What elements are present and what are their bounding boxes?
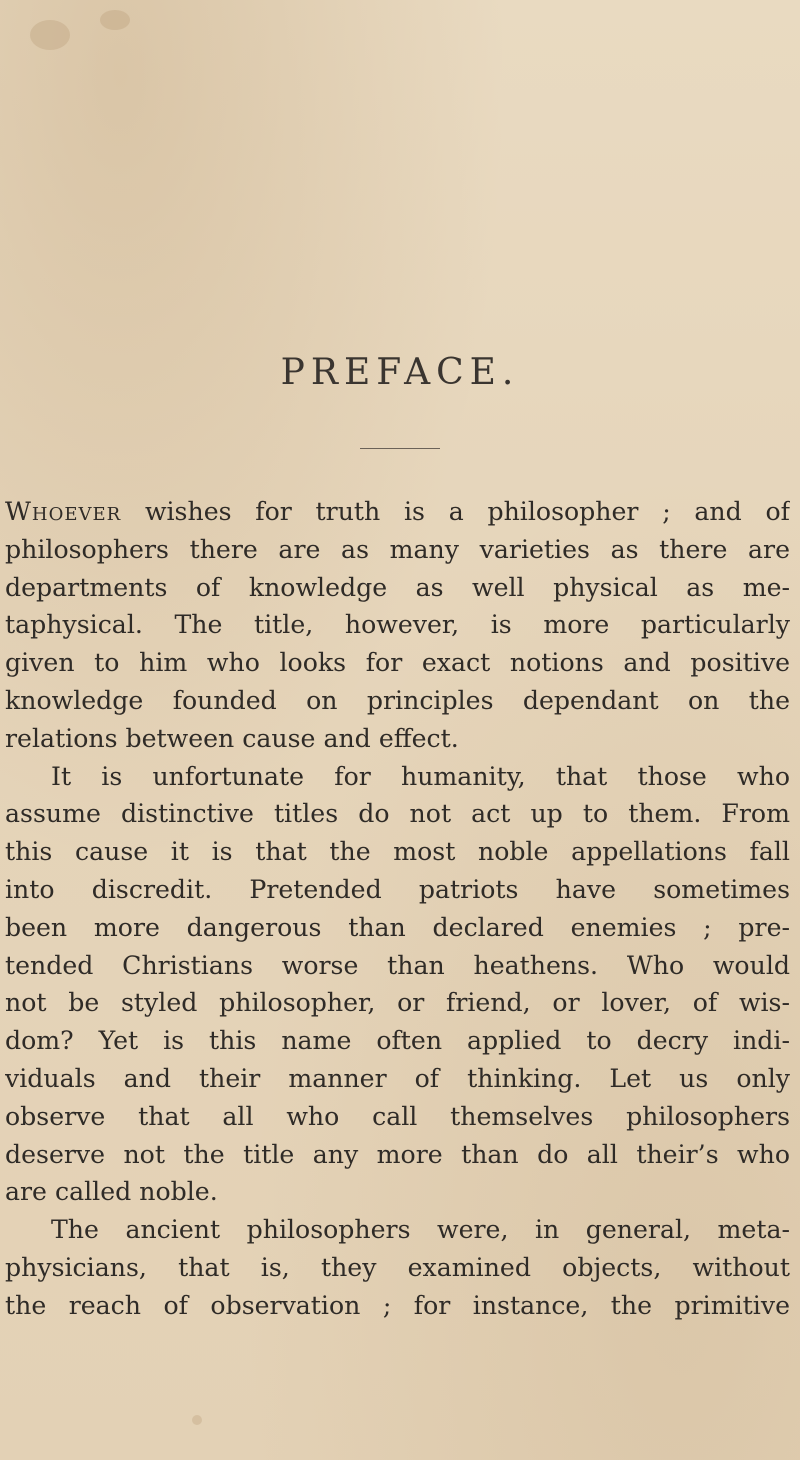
text-line: physicians, that is, they examined objects, without xyxy=(5,1252,790,1282)
title-divider xyxy=(360,448,440,449)
text-line: observe that all who call themselves philosophers xyxy=(5,1101,790,1131)
paper-stain xyxy=(192,1415,202,1425)
text-line: this cause it is that the most noble appellations fall xyxy=(5,837,790,867)
paper-stain xyxy=(100,10,130,30)
text-line: assume distinctive titles do not act up to them. From xyxy=(5,799,790,829)
page-title: PREFACE. xyxy=(280,352,520,393)
text-line: the reach of observation ; for instance, the primitive xyxy=(5,1290,790,1320)
text-line: The ancient philosophers were, in general, meta- xyxy=(51,1215,790,1245)
text-line: not be styled philosopher, or friend, or lover, of wis- xyxy=(5,988,790,1018)
text-line: viduals and their manner of thinking. Let us only xyxy=(5,1063,790,1093)
text-line: departments of knowledge as well physical as me- xyxy=(5,572,790,602)
text-line: given to him who looks for exact notions and positive xyxy=(5,648,790,678)
text-line: It is unfortunate for humanity, that those who xyxy=(51,761,790,791)
opening-word: Whoever xyxy=(5,497,122,526)
text-line: relations between cause and effect. xyxy=(5,723,459,753)
text-line: knowledge founded on principles dependant on the xyxy=(5,685,790,715)
paper-stain xyxy=(30,20,70,50)
text-line: dom? Yet is this name often applied to decry indi- xyxy=(5,1026,790,1056)
text-line: tended Christians worse than heathens. Who would xyxy=(5,950,790,980)
text-line: Whoever wishes for truth is a philosopher ; and of xyxy=(5,497,790,526)
text-line: been more dangerous than declared enemies ; pre- xyxy=(5,912,790,942)
text-line: philosophers there are as many varieties as there are xyxy=(5,534,790,564)
text-line: are called noble. xyxy=(5,1177,218,1207)
preface-text xyxy=(5,493,790,1325)
text-line: deserve not the title any more than do all their’s who xyxy=(5,1139,790,1169)
text-line: taphysical. The title, however, is more particularly xyxy=(5,610,790,640)
text-line: into discredit. Pretended patriots have sometimes xyxy=(5,874,790,904)
